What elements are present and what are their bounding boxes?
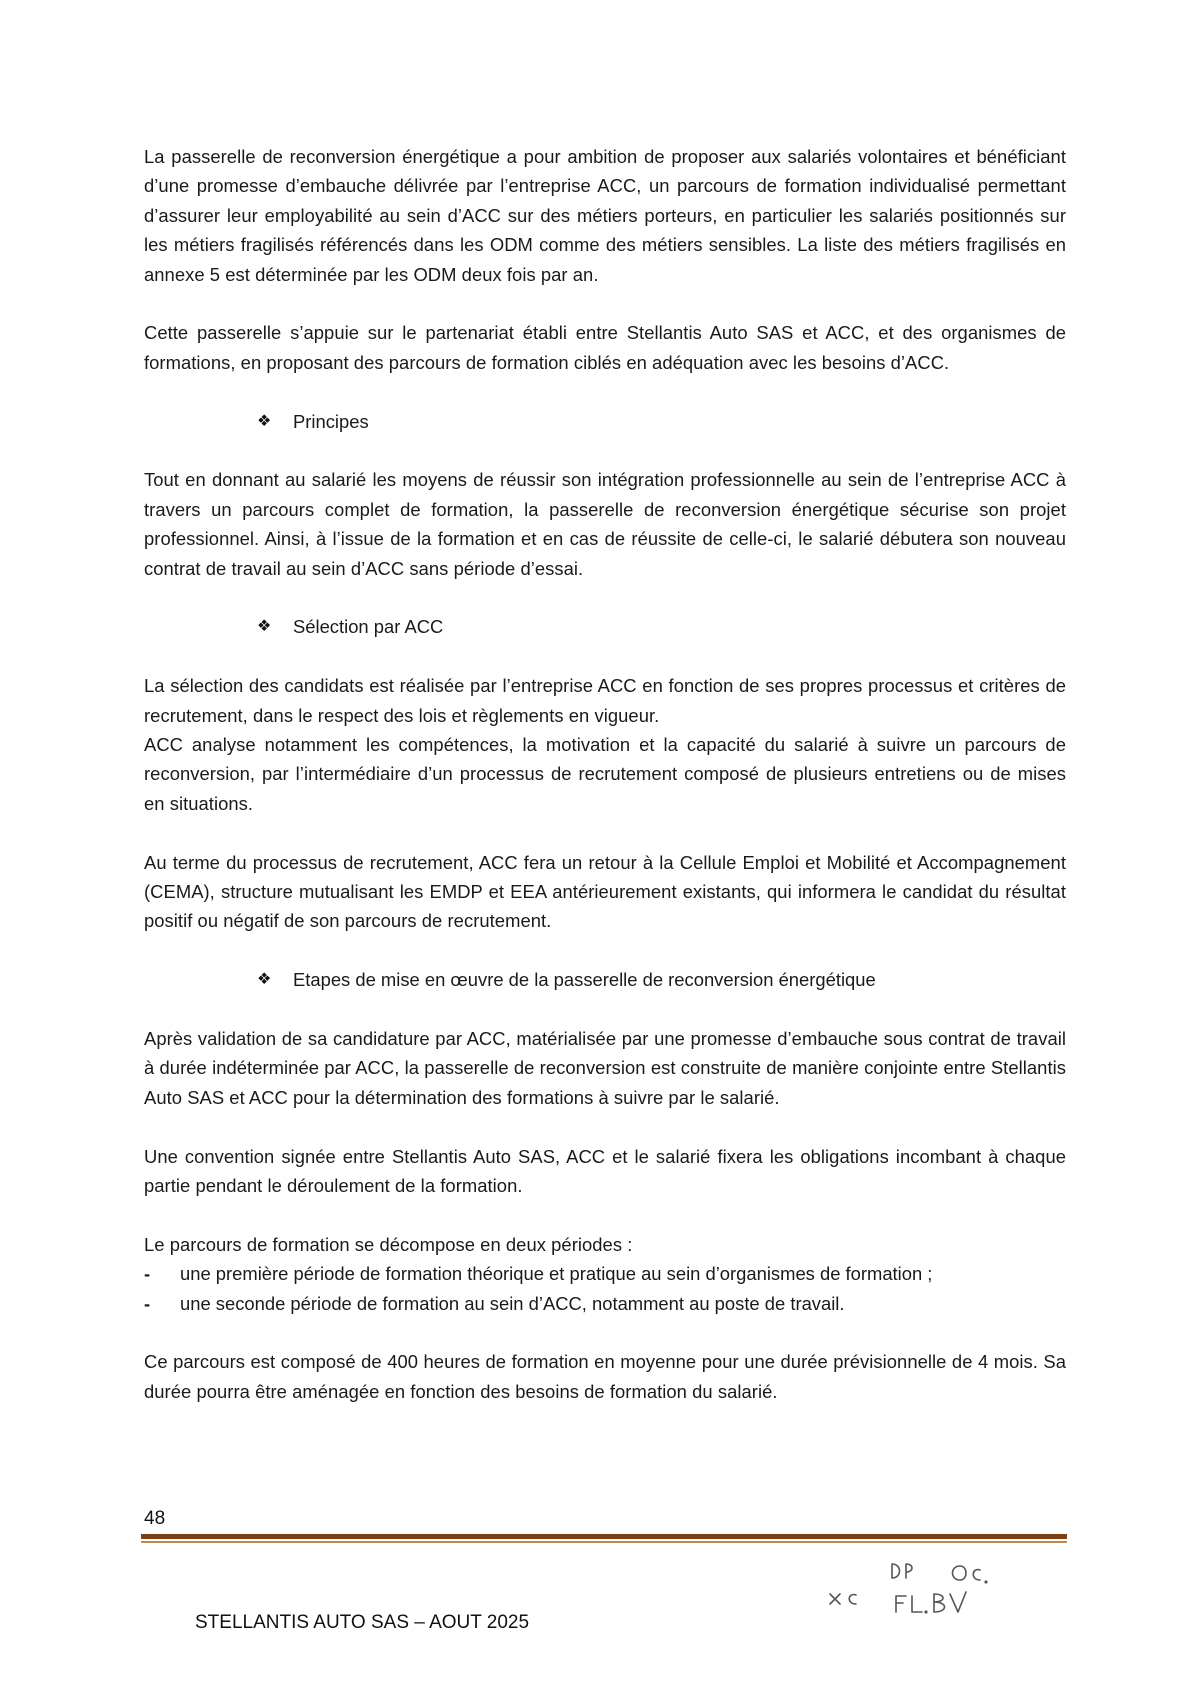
list-item (144, 1259, 1066, 1288)
diamond-bullet-icon: ❖ (257, 412, 272, 430)
paragraph-partnership: Cette passerelle s’appuie sur le partenariat établi entre Stellantis Auto SAS et ACC, et des organismes de formations, en proposant des parcours de formation ciblés en adéquation avec les besoins d’ACC. (144, 322, 1066, 373)
paragraph-duration: Ce parcours est composé de 400 heures de formation en moyenne pour une durée prévisionnelle de 4 mois. Sa durée pourra être aménagée en fonction des besoins de formation du salarié. (144, 1351, 1066, 1402)
diamond-bullet-icon: ❖ (257, 618, 272, 636)
footer-divider (141, 1534, 1067, 1539)
handwritten-initials (826, 1552, 1026, 1622)
footer-company: STELLANTIS AUTO SAS – AOUT 2025 (195, 1612, 530, 1633)
list-item-text: une première période de formation théorique et pratique au sein d’organismes de formation ; (180, 1263, 933, 1285)
heading-etapes-label: Etapes de mise en œuvre de la passerelle de reconversion énergétique (293, 969, 876, 991)
paragraph-principes: Tout en donnant au salarié les moyens de réussir son intégration professionnelle au sein de l’entreprise ACC à travers un parcours complet de formation, la passerelle de reconversion énergétique sécurise son projet professionnel. Ainsi, à l’issue de la formation et en cas de réussite de celle-ci, le salarié débutera son nouveau contrat de travail au sein d’ACC sans période d’essai. (144, 469, 1066, 579)
heading-principes (144, 407, 1066, 436)
heading-principes-label: Principes (293, 410, 369, 432)
heading-selection-label: Sélection par ACC (293, 616, 444, 638)
paragraph-intro: La passerelle de reconversion énergétique a pour ambition de proposer aux salariés volontaires et bénéficiant d’une promesse d’embauche délivrée par l’entreprise ACC, un parcours de formation individualisé permettant d’assurer leur employabilité au sein d’ACC sur des métiers porteurs, en particulier les salariés positionnés sur les métiers fragilisés référencés dans les ODM comme des métiers sensibles. La liste des métiers fragilisés en annexe 5 est déterminée par les ODM deux fois par an. (144, 146, 1066, 285)
periods-list (144, 1259, 1066, 1318)
paragraph-recruitment-result: Au terme du processus de recrutement, ACC fera un retour à la Cellule Emploi et Mobilité et Accompagnement (CEMA), structure mutualisant les EMDP et EEA antérieurement existants, qui informera le candidat du résultat positif ou négatif de son parcours de recrutement. (144, 851, 1066, 932)
list-item (144, 1289, 1066, 1318)
dash-bullet: - (144, 1292, 151, 1314)
list-item-text: une seconde période de formation au sein d’ACC, notamment au poste de travail. (180, 1292, 845, 1314)
paragraph-selection-a: La sélection des candidats est réalisée par l’entreprise ACC en fonction de ses propres processus et critères de recrutement, dans le respect des lois et règlements en vigueur. (144, 675, 1066, 726)
footer-divider-accent (141, 1541, 1067, 1543)
heading-etapes (144, 965, 1066, 994)
paragraph-convention: Une convention signée entre Stellantis Auto SAS, ACC et le salarié fixera les obligations incombant à chaque partie pendant le déroulement de la formation. (144, 1145, 1066, 1197)
dash-bullet: - (144, 1263, 151, 1285)
paragraph-periods-intro: Le parcours de formation se décompose en deux périodes : (144, 1233, 633, 1255)
paragraph-selection-b: ACC analyse notamment les compétences, la motivation et la capacité du salarié à suivre un parcours de reconversion, par l’intermédiaire d’un processus de recrutement composé de plusieurs entretiens ou de mises en situations. (144, 734, 1066, 814)
paragraph-validation: Après validation de sa candidature par ACC, matérialisée par une promesse d’embauche sous contrat de travail à durée indéterminée par ACC, la passerelle de reconversion est construite de manière conjointe entre Stellantis Auto SAS et ACC pour la détermination des formations à suivre par le salarié. (144, 1028, 1066, 1108)
heading-selection (144, 612, 1066, 641)
diamond-bullet-icon: ❖ (257, 971, 272, 989)
page-number: 48 (144, 1508, 166, 1529)
document-body (144, 142, 1066, 1436)
